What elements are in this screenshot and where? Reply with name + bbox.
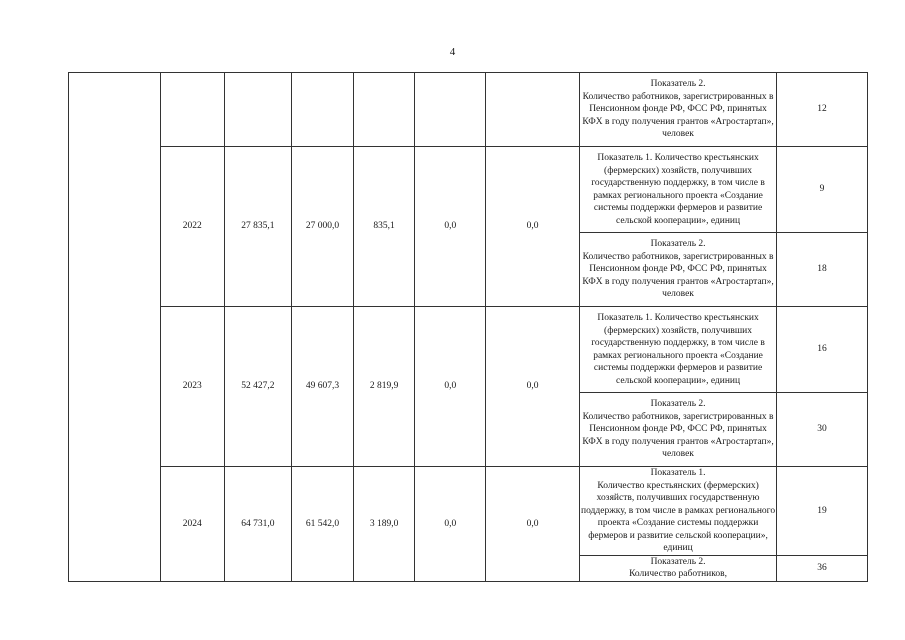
- total-cell: [224, 73, 292, 147]
- indicator-value: 18: [777, 233, 868, 307]
- indicator-text: [580, 233, 777, 307]
- year-cell: 2023: [160, 307, 224, 467]
- other-cell: 0,0: [486, 467, 580, 582]
- federal-cell: 27 000,0: [292, 147, 354, 307]
- indicator-value: 36: [777, 555, 868, 581]
- funding-table: [68, 72, 868, 582]
- indicator-value: 19: [777, 467, 868, 556]
- indicator-value: 12: [777, 73, 868, 147]
- indicator-label: Показатель 2. Количество работников,: [629, 556, 728, 579]
- year-cell: [160, 73, 224, 147]
- year-cell: 2022: [160, 147, 224, 307]
- indicator-label: Показатель 1. Количество крестьянских (фермерских) хозяйств, получивших государственную поддержку, в том числе в рамках регионального проекта «Создание системы поддержки фермеров и развитие сельской кооперации», единиц: [581, 468, 776, 553]
- indicator-label: Показатель 1. Количество крестьянских (фермерских) хозяйств, получивших государственную поддержку, в том числе в рамках регионального проекта «Создание системы поддержки фермеров и развитие сельской кооперации», единиц: [591, 153, 765, 226]
- indicator-text: [580, 307, 777, 393]
- federal-cell: [292, 73, 354, 147]
- indicator-label: Показатель 2. Количество работников, зарегистрированных в Пенсионном фонде РФ, ФСС РФ, принятых КФХ в году получения грантов «Агростартап», человек: [582, 399, 774, 460]
- indicator-text: [580, 555, 777, 581]
- regional-cell: 2 819,9: [353, 307, 415, 467]
- total-cell: 27 835,1: [224, 147, 292, 307]
- local-cell: 0,0: [415, 467, 486, 582]
- table-row: [69, 73, 868, 147]
- indicator-text: [580, 147, 777, 233]
- federal-cell: 61 542,0: [292, 467, 354, 582]
- other-cell: [486, 73, 580, 147]
- regional-cell: 3 189,0: [353, 467, 415, 582]
- indicator-value: 30: [777, 393, 868, 467]
- indicator-text: [580, 393, 777, 467]
- page-number: 4: [449, 46, 456, 58]
- regional-cell: 835,1: [353, 147, 415, 307]
- local-cell: [415, 73, 486, 147]
- total-cell: 64 731,0: [224, 467, 292, 582]
- indicator-label: Показатель 2. Количество работников, зарегистрированных в Пенсионном фонде РФ, ФСС РФ, принятых КФХ в году получения грантов «Агростартап», человек: [582, 79, 774, 140]
- table-row: [69, 307, 868, 393]
- indicator-value: 9: [777, 147, 868, 233]
- table-row: [69, 147, 868, 233]
- indicator-text: [580, 467, 777, 556]
- local-cell: 0,0: [415, 147, 486, 307]
- indicator-text: [580, 73, 777, 147]
- table-row: [69, 467, 868, 556]
- other-cell: 0,0: [486, 307, 580, 467]
- indicator-label: Показатель 1. Количество крестьянских (фермерских) хозяйств, получивших государственную поддержку, в том числе в рамках регионального проекта «Создание системы поддержки фермеров и развитие сельской кооперации», единиц: [591, 313, 765, 386]
- local-cell: 0,0: [415, 307, 486, 467]
- year-cell: 2024: [160, 467, 224, 582]
- program-name-cell: [69, 73, 161, 582]
- other-cell: 0,0: [486, 147, 580, 307]
- total-cell: 52 427,2: [224, 307, 292, 467]
- indicator-label: Показатель 2. Количество работников, зарегистрированных в Пенсионном фонде РФ, ФСС РФ, принятых КФХ в году получения грантов «Агростартап», человек: [582, 239, 774, 300]
- federal-cell: 49 607,3: [292, 307, 354, 467]
- regional-cell: [353, 73, 415, 147]
- indicator-value: 16: [777, 307, 868, 393]
